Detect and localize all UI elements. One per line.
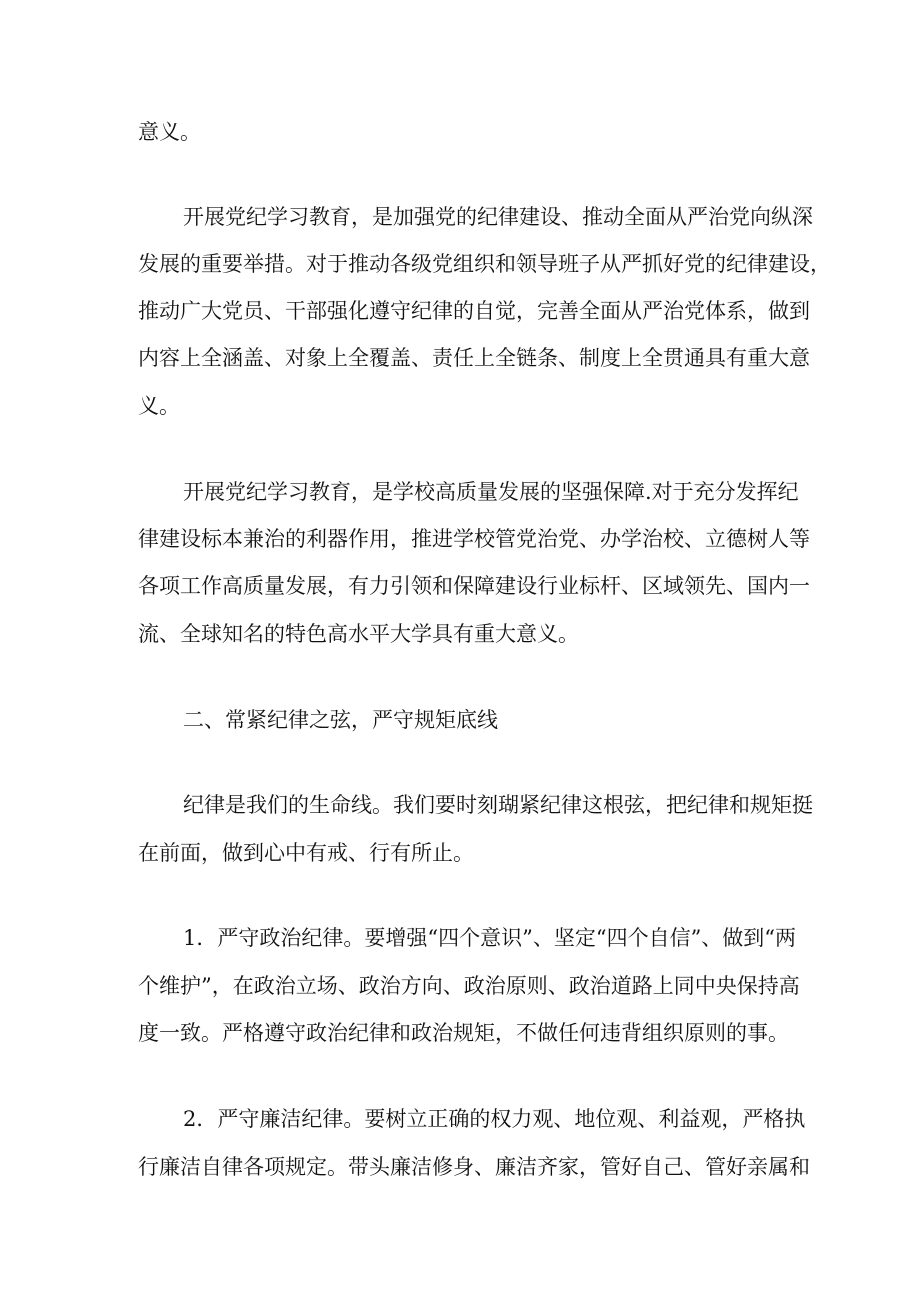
paragraph-first-line: 1．严守政治纪律。要增强“四个意识”、坚定“四个自信”、做到“两 bbox=[183, 926, 797, 950]
paragraph-line: 推动广大党员、干部强化遵守纪律的自觉，完善全面从严治党体系，做到 bbox=[138, 299, 810, 323]
paragraph-first-line: 2．严守廉洁纪律。要树立正确的权力观、地位观、利益观，严格执 bbox=[183, 1107, 806, 1131]
paragraph-line: 意义。 bbox=[138, 120, 201, 144]
paragraph-first-line: 开展党纪学习教育，是加强党的纪律建设、推动全面从严治党向纵深 bbox=[183, 205, 813, 229]
paragraph-line: 各项工作高质量发展，有力引领和保障建设行业标杆、区域领先、国内一 bbox=[138, 574, 810, 598]
paragraph-first-line: 纪律是我们的生命线。我们要时刻瑚紧纪律这根弦，把纪律和规矩挺 bbox=[183, 793, 813, 817]
paragraph-line: 发展的重要举措。对于推动各级党组织和领导班子从严抓好党的纪律建设， bbox=[138, 252, 831, 276]
paragraph-line: 个维护”，在政治立场、政治方向、政治原则、政治道路上同中央保持高 bbox=[138, 974, 800, 998]
paragraph-line: 流、全球知名的特色高水平大学具有重大意义。 bbox=[138, 622, 579, 646]
paragraph-line: 内容上全涵盖、对象上全覆盖、责任上全链条、制度上全贯通具有重大意 bbox=[138, 346, 810, 370]
paragraph-line: 行廉洁自律各项规定。带头廉洁修身、廉洁齐家，管好自己、管好亲属和 bbox=[138, 1155, 810, 1179]
paragraph-line: 律建设标本兼治的利器作用，推进学校管党治党、办学治校、立德树人等 bbox=[138, 527, 810, 551]
paragraph-first-line: 开展党纪学习教育，是学校高质量发展的坚强保障.对于充分发挥纪 bbox=[183, 480, 799, 504]
paragraph-line: 度一致。严格遵守政治纪律和政治规矩，不做任何违背组织原则的事。 bbox=[138, 1021, 789, 1045]
section-heading: 二、常紧纪律之弦，严守规矩底线 bbox=[183, 708, 498, 732]
paragraph-line: 义。 bbox=[138, 394, 180, 418]
paragraph-line: 在前面，做到心中有戒、行有所止。 bbox=[138, 841, 474, 865]
